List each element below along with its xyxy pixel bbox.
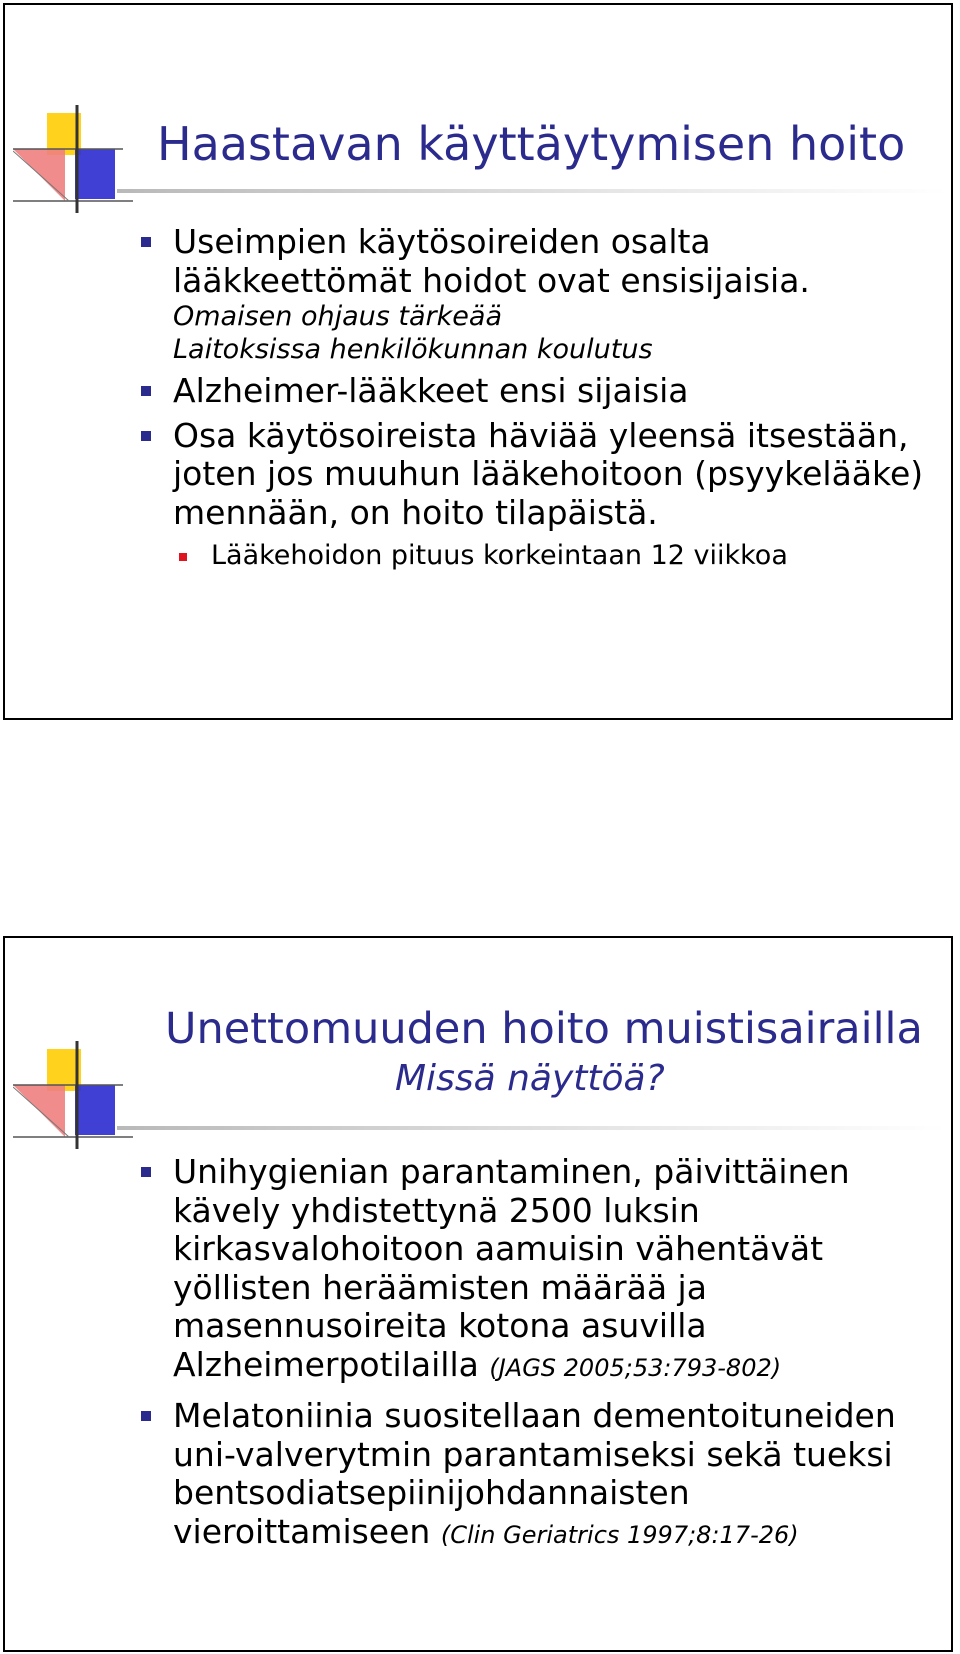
square-bullet-icon: [141, 1411, 151, 1421]
bullet-note: Omaisen ohjaus tärkeää: [173, 301, 502, 332]
bullet-text-line: Lääkehoidon pituus korkeintaan 12 viikkoa: [211, 540, 788, 571]
list-item: [137, 372, 937, 411]
square-bullet-icon: [141, 431, 151, 441]
list-item: [137, 1153, 937, 1387]
bullet-text-line: joten jos muuhun lääkehoitoon (psyykelääke): [173, 454, 924, 493]
bullet-text-line: Useimpien käytösoireiden osalta: [173, 222, 711, 261]
square-bullet-icon: [179, 553, 187, 561]
bullet-list: [137, 1153, 937, 1554]
slide-1: [3, 3, 953, 720]
bullet-text-line: [173, 1346, 937, 1388]
slide-decoration-graphic: [13, 1041, 133, 1151]
square-bullet-icon: [141, 237, 151, 247]
bullet-list: [137, 223, 937, 574]
bullet-text: Alzheimerpotilailla: [173, 1344, 479, 1384]
bullet-text-line: yöllisten heräämisten määrää ja: [173, 1267, 707, 1307]
bullet-text-line: Alzheimer-lääkkeet ensi sijaisia: [173, 371, 689, 410]
square-bullet-icon: [141, 386, 151, 396]
list-item: [137, 417, 937, 533]
slide-title: Unettomuuden hoito muistisairailla: [165, 1004, 923, 1054]
slide-decoration-graphic: [13, 105, 133, 215]
bullet-text-line: uni-valverytmin parantamiseksi sekä tueksi: [173, 1434, 893, 1474]
title-underline: [117, 1126, 947, 1130]
citation: (Clin Geriatrics 1997;8:17-26): [440, 1520, 799, 1549]
bullet-note: Laitoksissa henkilökunnan koulutus: [173, 334, 653, 365]
bullet-text: vieroittamiseen: [173, 1511, 431, 1551]
slide-2: [3, 936, 953, 1652]
bullet-text-line: mennään, on hoito tilapäistä.: [173, 492, 658, 532]
list-item: [137, 223, 937, 366]
bullet-text-line: kirkasvalohoitoon aamuisin vähentävät: [173, 1229, 824, 1268]
bullet-text-line: [173, 1513, 937, 1555]
citation: (JAGS 2005;53:793-802): [489, 1353, 782, 1382]
list-item: [137, 1397, 937, 1554]
bullet-text-line: bentsodiatsepiinijohdannaisten: [173, 1473, 690, 1512]
bullet-text-line: lääkkeettömät hoidot ovat ensisijaisia.: [173, 260, 810, 300]
bullet-text-line: Osa käytösoireista häviää yleensä itsestään,: [173, 415, 909, 455]
square-bullet-icon: [141, 1167, 151, 1177]
bullet-text-line: kävely yhdistettynä 2500 luksin: [173, 1190, 700, 1230]
bullet-text-line: Melatoniinia suositellaan dementoituneiden: [173, 1396, 896, 1435]
bullet-text-line: Unihygienian parantaminen, päivittäinen: [173, 1152, 850, 1191]
title-underline: [117, 189, 947, 193]
slide-subtitle: Missä näyttöä?: [395, 1058, 665, 1099]
slide-title: Haastavan käyttäytymisen hoito: [157, 117, 906, 171]
sub-list-item: [175, 538, 937, 574]
bullet-text-line: masennusoireita kotona asuvilla: [173, 1306, 707, 1345]
